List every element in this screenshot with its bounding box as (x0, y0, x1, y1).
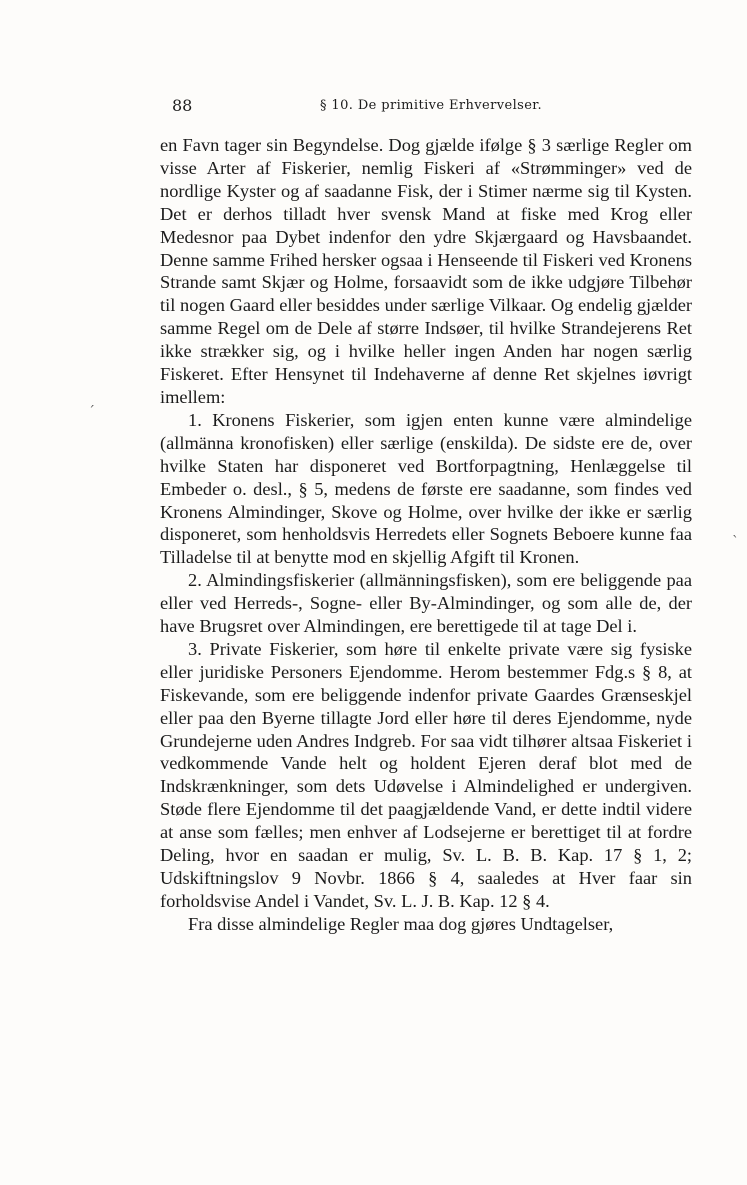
list-item-2: 2. Almindingsfiskerier (allmänningsfisken), som ere beliggende paa eller ved Herreds-, Sogne- eller By-Almindinger, og som alle de, der have Brugsret over Almindingen, ere berettigede til at tage Del i. (160, 570, 692, 637)
running-title: § 10. De primitive Erhvervelser. (320, 98, 543, 113)
page-number: 88 (172, 96, 193, 115)
list-item-1: 1. Kronens Fiskerier, som igjen enten kunne være almindelige (allmänna kronofisken) eller særlige (enskilda). De sidste ere de, over hvilke Staten har disponeret ved Bortforpagtning, Henlæggelse til Embeder o. desl., § 5, medens de første ere saadanne, som findes ved Kronens Almindinger, Skove og Holme, over hvilke der ikke er særlig disponeret, som henholdsvis Herredets eller Sognets Beboere kunne faa Tilladelse til at benytte mod en skjellig Afgift til Kronen. (160, 409, 692, 568)
page-header (160, 96, 707, 120)
paragraph-last: Fra disse almindelige Regler maa dog gjøres Undtagelser, (188, 913, 614, 934)
paragraph: en Favn tager sin Begyndelse. Dog gjælde ifølge § 3 særlige Regler om visse Arter af Fiskerier, nemlig Fiskeri af «Strømminger» ved de nordlige Kyster og af saadanne Fisk, der i Stimer nærme sig til Kysten. Det er derhos tilladt hver svensk Mand at fiske med Krog eller Medesnor paa Dybet indenfor den ydre Skjærgaard og Havsbaandet. Denne samme Frihed hersker ogsaa i Henseende til Fiskeri ved Kronens Strande samt Skjær og Holme, forsaavidt som de ikke udgjøre Tilbehør til nogen Gaard eller besiddes under særlige Vilkaar. Og endelig gjælder samme Regel om de Dele af større Indsøer, til hvilke Strandejerens Ret ikke strækker sig, og i hvilke heller ingen Anden har nogen særlig Fiskeret. Efter Hensynet til Indehaverne af denne Ret skjelnes iøvrigt imellem: (160, 135, 692, 407)
list-item-3: 3. Private Fiskerier, som høre til enkelte private være sig fysiske eller juridiske Personers Ejendomme. Herom bestemmer Fdg.s § 8, at Fiskevande, som ere beliggende indenfor private Gaardes Grænseskjel eller paa den Byerne tillagte Jord eller høre til deres Ejendomme, nyde Grundejerne uden Andres Indgreb. For saa vidt tilhører altsaa Fiskeriet i vedkommende Vande helt og holdent Ejeren deraf blot med de Indskrænkninger, som dets Udøvelse i Almindelighed er undergiven. Støde flere Ejendomme til det paagjældende Vand, er dette indtil videre at anse som fælles; men enhver af Lodsejerne er berettiget til at fordre Deling, hvor en saadan er mulig, Sv. L. B. B. Kap. 17 § 1, 2; Udskiftningslov 9 Novbr. 1866 § 4, saaledes at Hver faar sin forholdsvise Andel i Vandet, Sv. L. J. B. Kap. 12 § 4. (160, 638, 692, 911)
margin-mark: ˋ (732, 534, 739, 550)
body-text (160, 134, 692, 936)
margin-mark: ˊ (88, 404, 95, 420)
